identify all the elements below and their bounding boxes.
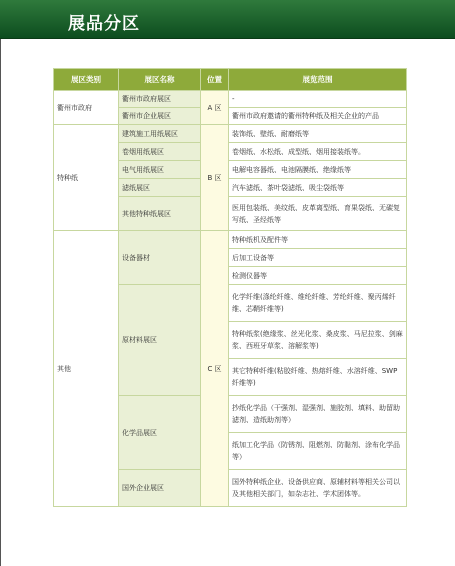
scope-cell: 化学纤维(涤纶纤维、维纶纤维、芳纶纤维、聚丙烯纤维、芯鞘纤维等) (229, 285, 407, 322)
zone-name-cell: 原材料展区 (119, 285, 201, 396)
col-header-category: 展区类别 (54, 69, 119, 91)
scope-cell: - (229, 91, 407, 108)
zone-name-cell: 衢州市政府展区 (119, 91, 201, 108)
location-cell: B 区 (201, 125, 229, 231)
table-row (54, 125, 407, 143)
scope-cell: 其它特种纤维(粘胶纤维、热熔纤维、水溶纤维、SWP纤维等) (229, 359, 407, 396)
zone-name-cell: 卷烟用纸展区 (119, 143, 201, 161)
left-divider (0, 39, 1, 566)
table-header-row (54, 69, 407, 91)
scope-cell: 装饰纸、壁纸、耐磨纸等 (229, 125, 407, 143)
location-cell: C 区 (201, 231, 229, 507)
table-row (54, 91, 407, 108)
scope-cell: 卷烟纸、水松纸、成型纸、烟用接装纸等。 (229, 143, 407, 161)
category-cell: 特种纸 (54, 125, 119, 231)
zone-name-cell: 其他特种纸展区 (119, 197, 201, 231)
scope-cell: 后加工设备等 (229, 249, 407, 267)
scope-cell: 衢州市政府邀请的衢州特种纸及相关企业的产品 (229, 108, 407, 125)
zone-name-cell: 衢州市企业展区 (119, 108, 201, 125)
zone-name-cell: 国外企业展区 (119, 470, 201, 507)
scope-cell: 检测仪器等 (229, 267, 407, 285)
scope-cell: 抄纸化学品（干强剂、湿强剂、施胶剂、填料、助留助滤剂、造纸助剂等） (229, 396, 407, 433)
col-header-name: 展区名称 (119, 69, 201, 91)
scope-cell: 汽车滤纸、茶叶袋滤纸、吸尘袋纸等 (229, 179, 407, 197)
scope-cell: 纸加工化学品（防锈剂、阻燃剂、防黏剂、涂布化学品等） (229, 433, 407, 470)
scope-cell: 国外特种纸企业、设备供应商、原辅材料等相关公司以及其他相关部门，如杂志社、学术团体等。 (229, 470, 407, 507)
category-cell: 衢州市政府 (54, 91, 119, 125)
col-header-location: 位置 (201, 69, 229, 91)
zone-name-cell: 滤纸展区 (119, 179, 201, 197)
page-header (0, 0, 455, 39)
exhibit-zone-table (53, 68, 407, 507)
zone-name-cell: 建筑施工用纸展区 (119, 125, 201, 143)
category-cell: 其他 (54, 231, 119, 507)
zone-name-cell: 设备器材 (119, 231, 201, 285)
table-row (54, 231, 407, 249)
col-header-scope: 展览范围 (229, 69, 407, 91)
zone-name-cell: 电气用纸展区 (119, 161, 201, 179)
page-title: 展品分区 (68, 14, 140, 34)
scope-cell: 特种纸机及配件等 (229, 231, 407, 249)
scope-cell: 电解电容器纸、电池隔膜纸、绝缘纸等 (229, 161, 407, 179)
scope-cell: 医用包装纸、美纹纸、皮革离型纸、育果袋纸、无碳复写纸、圣经纸等 (229, 197, 407, 231)
location-cell: A 区 (201, 91, 229, 125)
zone-name-cell: 化学品展区 (119, 396, 201, 470)
scope-cell: 特种纸浆(绝缘浆、丝光化浆、桑皮浆、马尼拉浆、剑麻浆、西班牙草浆、溶解浆等) (229, 322, 407, 359)
